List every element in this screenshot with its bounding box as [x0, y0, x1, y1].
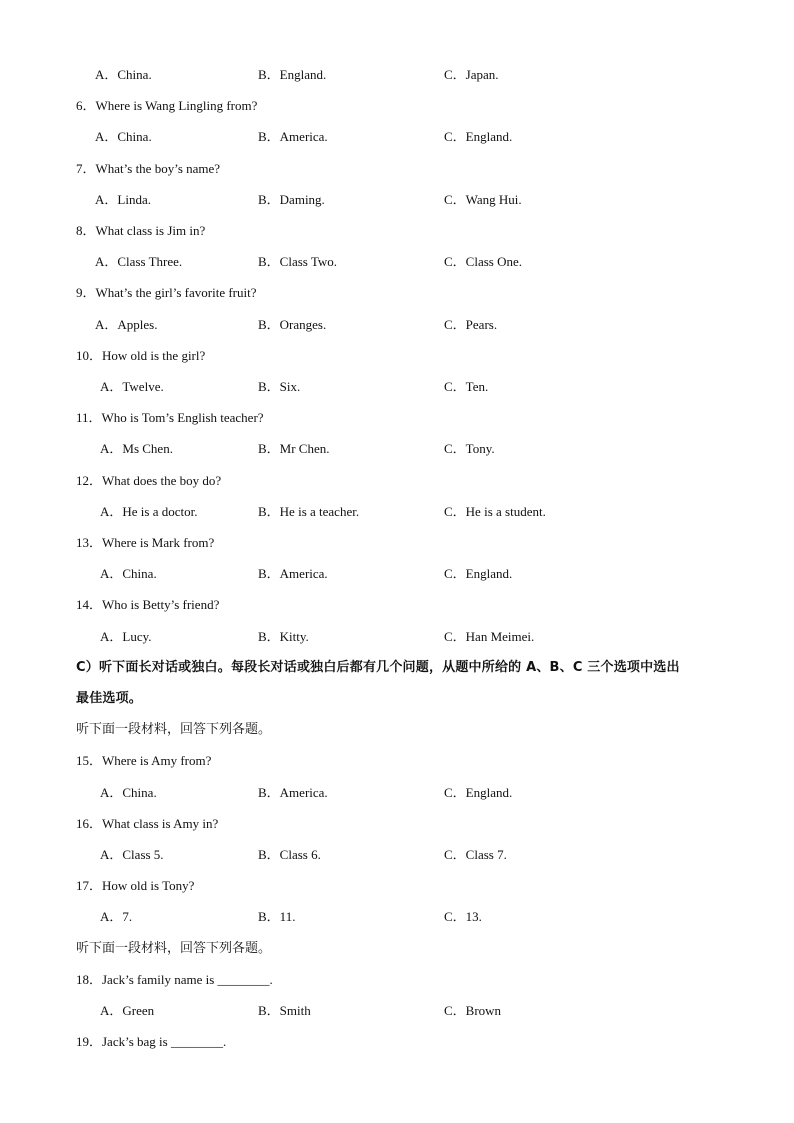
option-c: C．13. — [444, 909, 482, 924]
option-row — [0, 128, 794, 146]
option-a: A．Linda. — [95, 192, 151, 207]
option-b: B．Oranges. — [258, 317, 327, 332]
option-a: A．Apples. — [95, 317, 158, 332]
option-row — [0, 784, 794, 802]
question-text: 17．How old is Tony? — [76, 878, 195, 893]
option-a: A．Green — [100, 1003, 155, 1018]
option-c: C．Japan. — [444, 67, 499, 82]
option-c: C．Class One. — [444, 254, 523, 269]
option-c: C．He is a student. — [444, 504, 546, 519]
option-row — [0, 565, 794, 583]
question-text: 11．Who is Tom’s English teacher? — [76, 410, 264, 425]
option-c: C．England. — [444, 566, 513, 581]
option-b: B．Class Two. — [258, 254, 338, 269]
section-heading: C）听下面长对话或独白。每段长对话或独白后都有几个问题，从题中所给的 A、B、C 三个选项中选出 — [76, 660, 680, 675]
option-c: C．Han Meimei. — [444, 629, 535, 644]
option-b: B．He is a teacher. — [258, 504, 360, 519]
instruction-text: 听下面一段材料，回答下列各题。 — [76, 941, 272, 956]
option-c: C．Wang Hui. — [444, 192, 522, 207]
question-text: 19．Jack’s bag is ________. — [76, 1034, 227, 1049]
option-a: A．China. — [95, 67, 152, 82]
option-row — [0, 503, 794, 521]
option-a: A．China. — [95, 129, 152, 144]
option-a: A．Class 5. — [100, 847, 164, 862]
option-c: C．England. — [444, 785, 513, 800]
option-a: A．7. — [100, 909, 133, 924]
option-c: C．Brown — [444, 1003, 502, 1018]
question-text: 7．What’s the boy’s name? — [76, 161, 221, 176]
option-b: B．America. — [258, 785, 328, 800]
option-row — [0, 846, 794, 864]
option-b: B．Kitty. — [258, 629, 309, 644]
option-row — [0, 66, 794, 84]
question-text: 8．What class is Jim in? — [76, 223, 206, 238]
option-row — [0, 1002, 794, 1020]
section-heading: 最佳选项。 — [76, 691, 143, 706]
option-row — [0, 378, 794, 396]
option-a: A．He is a doctor. — [100, 504, 198, 519]
question-text: 18．Jack’s family name is ________. — [76, 972, 273, 987]
question-text: 13．Where is Mark from? — [76, 535, 215, 550]
option-b: B．America. — [258, 566, 328, 581]
option-a: A．Class Three. — [95, 254, 183, 269]
question-text: 12．What does the boy do? — [76, 473, 222, 488]
option-b: B．Mr Chen. — [258, 441, 330, 456]
option-b: B．11. — [258, 909, 296, 924]
question-text: 14．Who is Betty’s friend? — [76, 597, 220, 612]
instruction-text: 听下面一段材料，回答下列各题。 — [76, 722, 272, 737]
option-b: B．Six. — [258, 379, 301, 394]
option-a: A．Lucy. — [100, 629, 152, 644]
option-c: C．Class 7. — [444, 847, 507, 862]
question-text: 15．Where is Amy from? — [76, 753, 212, 768]
option-row — [0, 191, 794, 209]
option-c: C．England. — [444, 129, 513, 144]
option-a: A．Ms Chen. — [100, 441, 173, 456]
option-a: A．Twelve. — [100, 379, 164, 394]
option-c: C．Ten. — [444, 379, 489, 394]
option-row — [0, 908, 794, 926]
option-a: A．China. — [100, 785, 157, 800]
option-row — [0, 316, 794, 334]
question-text: 9．What’s the girl’s favorite fruit? — [76, 285, 257, 300]
option-c: C．Tony. — [444, 441, 495, 456]
option-b: B．Class 6. — [258, 847, 321, 862]
option-c: C．Pears. — [444, 317, 498, 332]
option-b: B．Daming. — [258, 192, 325, 207]
question-text: 16．What class is Amy in? — [76, 816, 219, 831]
option-b: B．England. — [258, 67, 327, 82]
option-row — [0, 440, 794, 458]
question-text: 6．Where is Wang Lingling from? — [76, 98, 258, 113]
option-row — [0, 628, 794, 646]
option-b: B．America. — [258, 129, 328, 144]
question-text: 10．How old is the girl? — [76, 348, 206, 363]
option-b: B．Smith — [258, 1003, 311, 1018]
option-row — [0, 253, 794, 271]
option-a: A．China. — [100, 566, 157, 581]
